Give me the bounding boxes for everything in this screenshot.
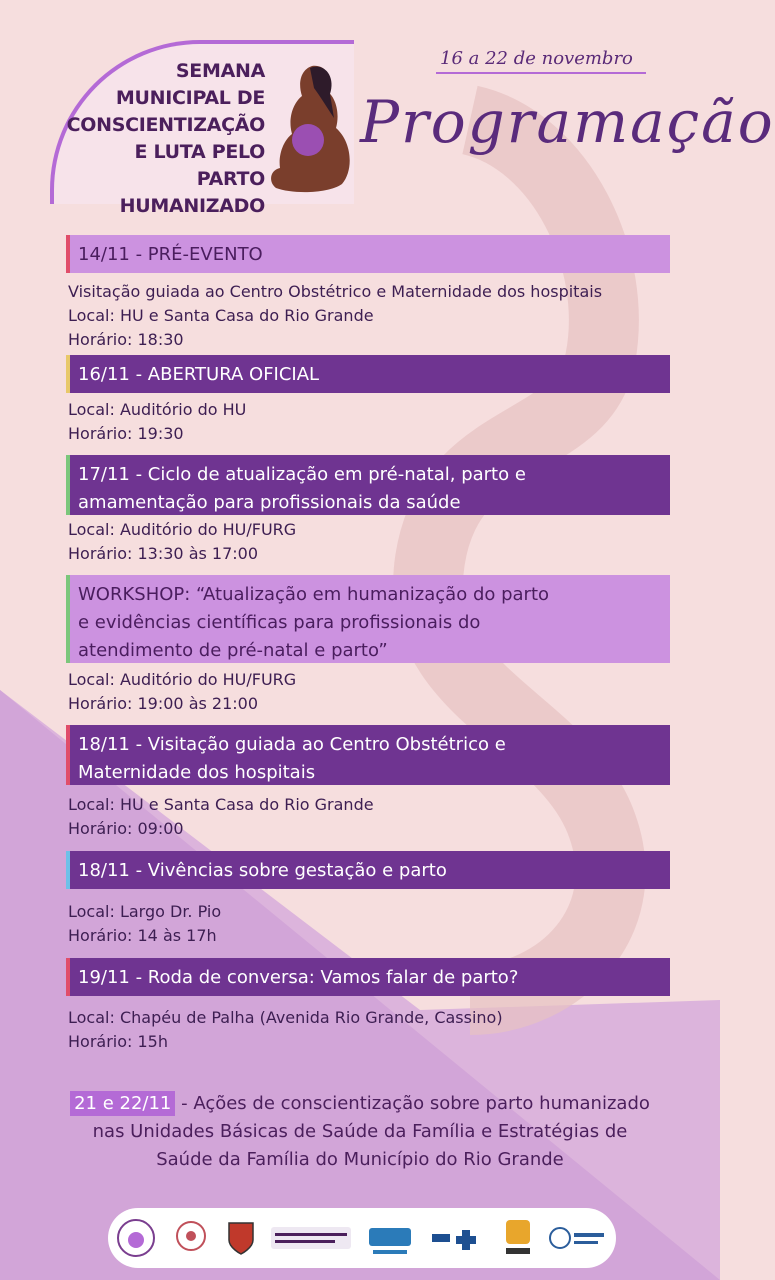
event-edge-marker [66, 725, 70, 785]
event-location: Local: HU e Santa Casa do Rio Grande [68, 306, 374, 325]
event-title: SEMANA MUNICIPAL DE CONSCIENTIZAÇÃO E LUTA PELO PARTO HUMANIZADO [66, 60, 265, 217]
event-edge-marker [66, 958, 70, 996]
event-location: Local: Largo Dr. Pio [68, 902, 222, 921]
event-title-text: 19/11 - Roda de conversa: Vamos falar de parto? [78, 967, 519, 988]
footer-date-highlight: 21 e 22/11 [70, 1091, 175, 1116]
event-details-experiences [68, 900, 221, 948]
sus-logo [428, 1220, 488, 1256]
footer-text-line: - Ações de conscientização sobre parto humanizado [175, 1093, 650, 1114]
event-title-text: e evidências científicas para profissionais do [78, 612, 481, 633]
event-header-pre-event [66, 235, 670, 273]
event-location: Local: Auditório do HU/FURG [68, 670, 297, 689]
date-range: 16 a 22 de novembro [440, 48, 633, 69]
event-header-experiences [66, 851, 670, 889]
date-underline [436, 72, 646, 74]
event-time: Horário: 15h [68, 1032, 168, 1051]
event-description: Visitação guiada ao Centro Obstétrico e Maternidade dos hospitais [68, 282, 603, 301]
event-header-workshop [66, 575, 670, 663]
event-time: Horário: 13:30 às 17:00 [68, 544, 259, 563]
footer-text-line: Saúde da Família do Município do Rio Grande [156, 1149, 564, 1170]
event-details-conversation [68, 1006, 503, 1054]
bemnascer-logo [171, 1218, 211, 1258]
coat-of-arms-logo [226, 1220, 256, 1256]
event-title-text: 18/11 - Vivências sobre gestação e parto [78, 860, 447, 881]
event-title-text: 18/11 - Visitação guiada ao Centro Obstétrico e [78, 734, 506, 755]
program-title: Programação [360, 88, 775, 156]
footer-actions [40, 1090, 680, 1174]
event-location: Local: HU e Santa Casa do Rio Grande [68, 795, 374, 814]
event-edge-marker [66, 455, 70, 515]
event-edge-marker [66, 235, 70, 273]
event-details-cycle [68, 518, 296, 566]
event-location: Local: Auditório do HU/FURG [68, 520, 297, 539]
footer-text-line: nas Unidades Básicas de Saúde da Família e Estratégias de [92, 1121, 628, 1142]
prefeitura-logo [271, 1225, 351, 1251]
santa-casa-logo [548, 1220, 608, 1256]
event-time: Horário: 19:00 às 21:00 [68, 694, 259, 713]
event-time: Horário: 14 às 17h [68, 926, 217, 945]
rio-grande-285-logo [367, 1218, 413, 1258]
event-header-conversation [66, 958, 670, 996]
pregnant-woman-illustration [262, 58, 352, 198]
event-title-text: amamentação para profissionais da saúde [78, 492, 461, 513]
event-header-opening [66, 355, 670, 393]
event-title-text: WORKSHOP: “Atualização em humanização do parto [78, 584, 550, 605]
event-title-text: Maternidade dos hospitais [78, 762, 316, 783]
event-details-pre-event [68, 280, 602, 352]
event-header-guided-visit [66, 725, 670, 785]
event-edge-marker [66, 355, 70, 393]
event-location: Local: Auditório do HU [68, 400, 247, 419]
furg-logo [503, 1218, 533, 1258]
event-title-text: 17/11 - Ciclo de atualização em pré-natal, parto e [78, 464, 526, 485]
sponsor-logos [108, 1208, 616, 1268]
event-details-workshop [68, 668, 296, 716]
event-time: Horário: 19:30 [68, 424, 184, 443]
event-title-text: 16/11 - ABERTURA OFICIAL [78, 364, 320, 385]
event-time: Horário: 18:30 [68, 330, 184, 349]
event-time: Horário: 09:00 [68, 819, 184, 838]
event-edge-marker [66, 575, 70, 663]
event-details-guided-visit [68, 793, 374, 841]
event-title-text: atendimento de pré-natal e parto” [78, 640, 388, 661]
event-details-opening [68, 398, 246, 446]
event-edge-marker [66, 851, 70, 889]
event-title-text: 14/11 - PRÉ-EVENTO [78, 244, 263, 265]
event-location: Local: Chapéu de Palha (Avenida Rio Grande, Cassino) [68, 1008, 503, 1027]
adosul-logo [116, 1218, 156, 1258]
event-header-cycle [66, 455, 670, 515]
